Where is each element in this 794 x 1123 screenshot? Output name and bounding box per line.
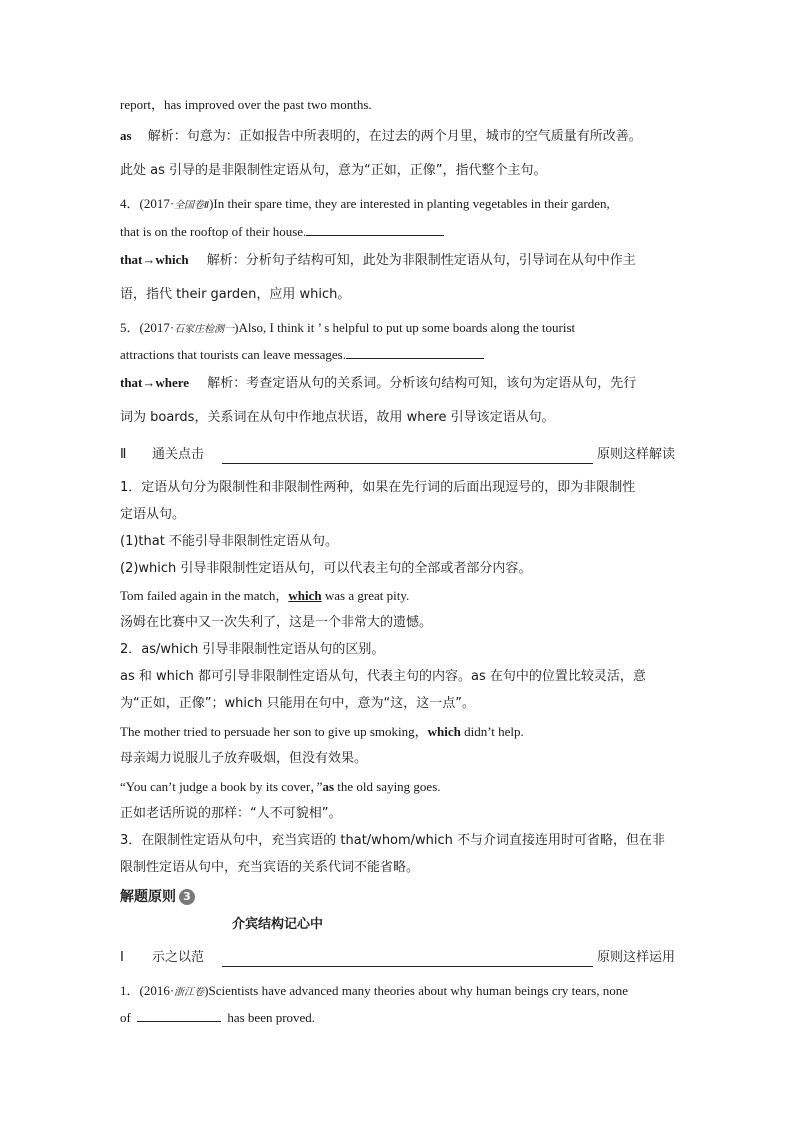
text-line [120,506,675,524]
example-text: Tom failed again in the match， [120,588,289,603]
answer-blank [346,345,484,359]
question-4-line2 [120,222,675,241]
text-line [120,832,675,850]
paragraph-text: 限制性定语从句中，充当宾语的关系代词不能省略。 [120,860,420,875]
explanation-text: 词为 boards，关系词在从句中作地点状语，故用 where 引导该定语从句。 [120,410,555,425]
section-subtitle: 原则这样解读 [596,447,675,462]
question-text: )Also, I think it ’ s helpful to put up some boards along the tourist [234,320,576,335]
paragraph-text: 2．as/which 引导非限制性定语从句的区别。 [120,642,385,657]
section-title: 示之以范 [152,950,205,965]
sentence-continuation: report，has improved over the past two months. [120,97,372,112]
text-line [120,479,675,497]
text-line [120,409,675,427]
example-line [120,723,675,741]
paragraph-text: 定语从句。 [120,507,186,522]
answer-text: as [120,128,132,143]
question-text: has been proved. [227,1010,316,1025]
text-line [120,533,675,551]
translation-text: 正如老话所说的那样：“人不可貌相”。 [120,806,342,821]
text-line [120,560,675,578]
text-line [120,668,675,686]
question-text: )In their spare time, they are interested in planting vegetables in their garden, [209,196,610,211]
text-line [120,859,675,877]
section-number: Ⅱ [120,447,127,462]
text-line [120,96,675,114]
answer-blank [137,1008,221,1022]
section-title: 通关点击 [152,447,205,462]
text-line [120,695,675,713]
explanation-text: 语，指代 their garden，应用 which。 [120,287,351,302]
question-5-line2 [120,345,675,364]
principle-title: 解题原则 [120,889,176,905]
section-rule [222,449,593,464]
example-line [120,587,675,605]
question-text: )Scientists have advanced many theories about why human beings cry tears, none [204,983,628,998]
paragraph-text: 1．定语从句分为限制性和非限制性两种，如果在先行词的后面出现逗号的，即为非限制性 [120,480,636,495]
paragraph-text: (2)which 引导非限制性定语从句，可以代表主句的全部或者部分内容。 [120,561,532,576]
answer-blank [306,222,444,236]
question-1-line2 [120,1008,675,1027]
principle-heading [120,888,675,906]
translation-text: 母亲竭力说服儿子放弃吸烟，但没有效果。 [120,751,368,766]
question-text: of [120,1010,131,1025]
highlight-word: which [427,724,461,739]
section-number: Ⅰ [120,950,124,965]
question-5 [120,319,675,339]
highlight-word: as [322,779,334,794]
question-number: 5．(2017· [120,320,175,335]
answer-line [120,127,675,146]
paragraph-text: (1)that 不能引导非限制性定语从句。 [120,534,338,549]
answer-line [120,374,675,393]
principle-subtitle [232,916,532,934]
answer-text: that→which [120,252,189,267]
text-line [120,805,675,823]
example-text: didn’t help. [460,724,524,739]
paragraph-text: as 和 which 都可引导非限制性定语从句，代表主句的内容。as 在句中的位置比较灵活，意 [120,669,646,684]
text-line [120,614,675,632]
principle-number-badge: 3 [179,889,195,905]
question-text: that is on the rooftop of their house. [120,224,307,239]
section-rule [222,952,593,967]
example-text: was a great pity. [321,588,410,603]
explanation-text: 解析：考查定语从句的关系词。分析该句结构可知，该句为定语从句，先行 [207,376,637,391]
translation-text: 汤姆在比赛中又一次失利了，这是一个非常大的遗憾。 [120,615,433,630]
question-4 [120,195,675,215]
explanation-text: 解析：句意为：正如报告中所表明的，在过去的两个月里，城市的空气质量有所改善。 [147,129,642,144]
example-line [120,778,675,796]
question-number: 4．(2017· [120,196,175,211]
text-line [120,162,675,180]
explanation-text: 解析：分析句子结构可知，此处为非限制性定语从句，引导词在从句中作主 [206,253,636,268]
paragraph-text: 为“正如，正像”；which 只能用在句中，意为“这，这一点”。 [120,696,475,711]
question-text: attractions that tourists can leave messages. [120,347,346,362]
question-number: 1．(2016· [120,983,175,998]
paragraph-text: 3．在限制性定语从句中，充当宾语的 that/whom/which 不与介词直接连用时可省略，但在非 [120,833,666,848]
question-1 [120,982,675,1002]
example-text: The mother tried to persuade her son to give up smoking， [120,724,428,739]
example-text: the old saying goes. [334,779,441,794]
section-header [120,444,675,464]
question-source: 全国卷Ⅱ [174,200,210,211]
text-line [120,750,675,768]
question-source: 浙江卷 [174,987,205,998]
section-header [120,947,675,967]
section-subtitle: 原则这样运用 [596,950,675,965]
question-source: 石家庄检测一 [174,324,235,335]
explanation-text: 此处 as 引导的是非限制性定语从句，意为“正如，正像”，指代整个主句。 [120,163,547,178]
answer-line [120,251,675,270]
answer-text: that→where [120,375,190,390]
text-line [120,286,675,304]
principle-subtitle-text: 介宾结构记心中 [232,917,324,932]
highlight-word: which [288,588,322,603]
text-line [120,641,675,659]
example-text: “You can’t judge a book by its cover，” [120,779,323,794]
